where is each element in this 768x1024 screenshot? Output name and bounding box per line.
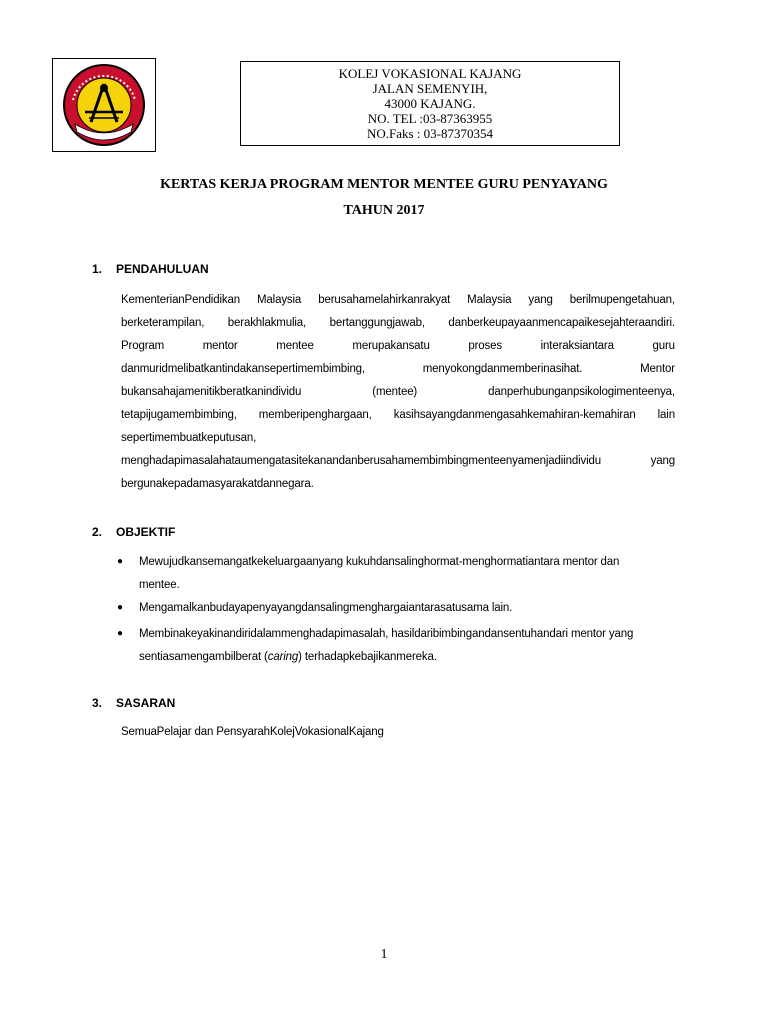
section-number-3: 3. <box>92 696 103 710</box>
paragraph-line: KementerianPendidikan Malaysia berusahamelahirkanrakyat Malaysia yang berilmupengetahuan, <box>121 294 675 306</box>
bullet-icon: ● <box>117 602 124 613</box>
paragraph-line: berketerampilan, berakhlakmulia, bertanggungjawab, danberkeupayaanmencapaikesejahteraandiri. <box>121 317 675 329</box>
address-line-street: JALAN SEMENYIH, <box>372 81 488 96</box>
paragraph-line: danmuridmelibatkantindakansepertimembimbing, menyokongdanmemberinasihat. Mentor <box>121 363 675 375</box>
address-line-college: KOLEJ VOKASIONAL KAJANG <box>338 66 522 81</box>
paragraph-line: menghadapimasalahataumengatasitekanandanberusahamembimbingmenteenyamenjadiindividu yang <box>121 455 675 467</box>
objective-item-3-line-1: Membinakeyakinandiridalammenghadapimasalah, hasildaribimbingandansentuhandari mentor yang <box>139 628 634 640</box>
objective-item-1-line-1: Mewujudkansemangatkekeluargaanyang kukuhdansalinghormat-menghormatiantara mentor dan <box>139 556 620 568</box>
bullet-icon: ● <box>117 628 124 639</box>
objective-item-1-line-2: mentee. <box>139 579 180 591</box>
college-address-box <box>240 61 620 146</box>
section-heading-pendahuluan: PENDAHULUAN <box>116 262 209 276</box>
paragraph-line: sepertimembuatkeputusan, <box>121 432 257 444</box>
section-number-2: 2. <box>92 525 103 539</box>
objective-item-3-line-2: sentiasamengambilberat (caring) terhadapkebajikanmereka. <box>139 651 437 663</box>
objective-item-2: Mengamalkanbudayapenyayangdansalingmenghargaiantarasatusama lain. <box>139 602 513 614</box>
caring-term: caring <box>267 651 299 663</box>
college-logo <box>61 62 147 148</box>
address-line-telephone: NO. TEL :03-87363955 <box>367 111 493 126</box>
section-number-1: 1. <box>92 262 103 276</box>
address-line-fax: NO.Faks : 03-87370354 <box>366 126 494 141</box>
section-heading-objektif: OBJEKTIF <box>116 525 176 539</box>
paragraph-line: bukansahajamenitikberatkanindividu (mentee) danperhubunganpsikologimenteenya, <box>121 386 675 398</box>
page-number: 1 <box>380 947 388 962</box>
bullet-icon: ● <box>117 556 124 567</box>
paragraph-line: Program mentor mentee merupakansatu proses interaksiantara guru <box>121 340 675 352</box>
paragraph-line: tetapijugamembimbing, memberipenghargaan, kasihsayangdanmengasahkemahiran-kemahiran lain <box>121 409 675 421</box>
section-heading-sasaran: SASARAN <box>116 696 176 710</box>
document-title: KERTAS KERJA PROGRAM MENTOR MENTEE GURU PENYAYANG <box>160 177 608 192</box>
document-year: TAHUN 2017 <box>343 203 425 218</box>
address-line-postcode: 43000 KAJANG. <box>384 96 476 111</box>
college-logo-frame <box>52 58 156 152</box>
target-audience-text: SemuaPelajar dan PensyarahKolejVokasionalKajang <box>121 726 384 738</box>
paragraph-line: bergunakepadamasyarakatdannegara. <box>121 478 314 490</box>
